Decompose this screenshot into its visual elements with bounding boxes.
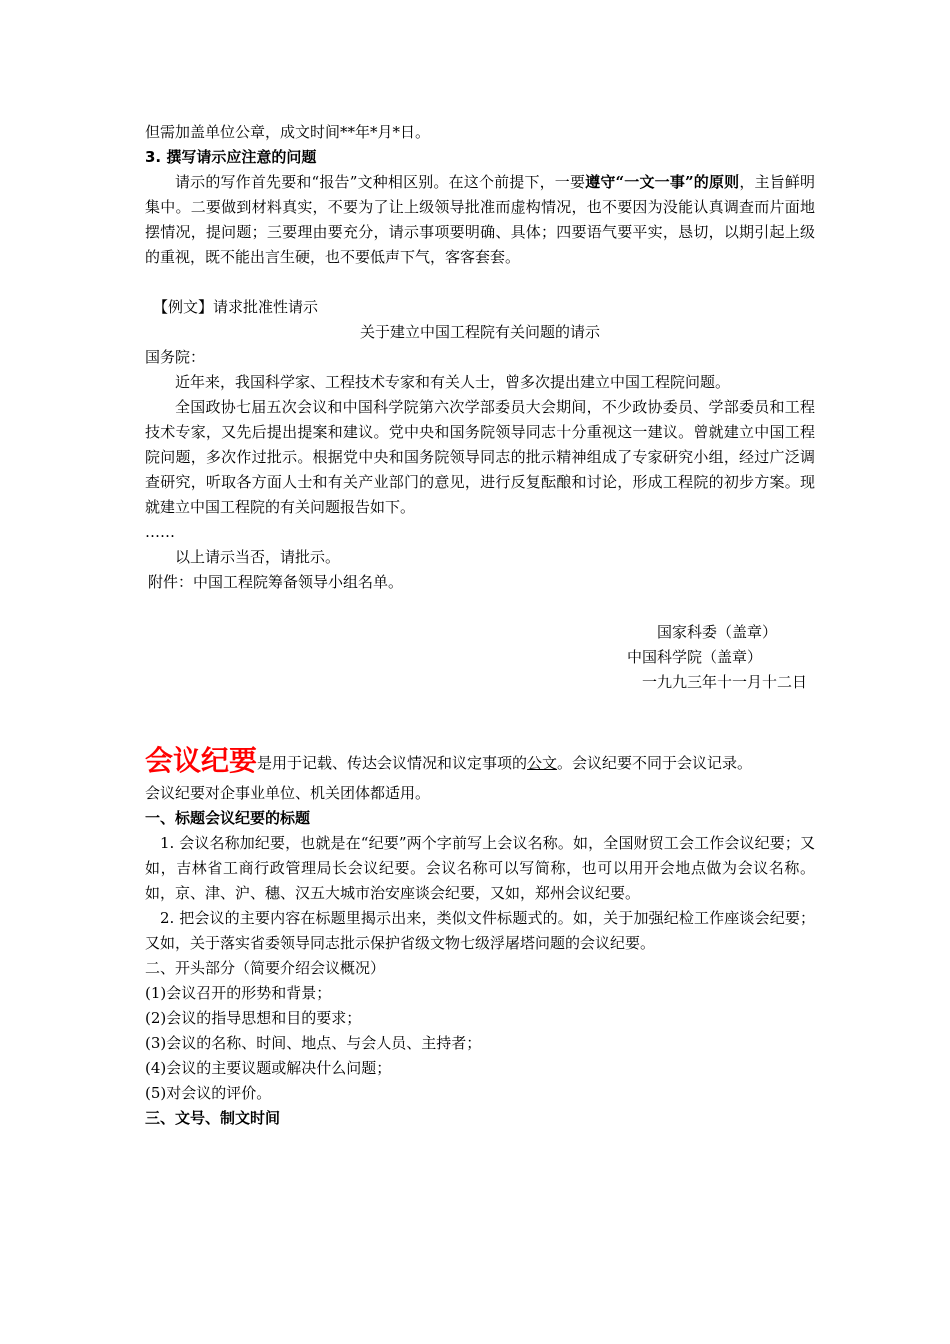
example-closing: 以上请示当否，请批示。 xyxy=(175,548,341,566)
example-ellipsis: …… xyxy=(145,523,175,541)
spacer xyxy=(145,270,815,295)
minutes-list-item: (5)对会议的评价。 xyxy=(145,1084,272,1102)
minutes-list-item: (2)会议的指导思想和目的要求； xyxy=(145,1009,362,1027)
minutes-heading-2: 二、开头部分（简要介绍会议概况） xyxy=(145,959,386,977)
minutes-list-item: (3)会议的名称、时间、地点、与会人员、主持者； xyxy=(145,1034,482,1052)
notes-bold-principle: 遵守“一文一事”的原则 xyxy=(585,173,740,191)
writing-notes-paragraph xyxy=(145,170,815,270)
minutes-heading-1: 一、标题会议纪要的标题 xyxy=(145,809,311,827)
minutes-list-item: (4)会议的主要议题或解决什么问题； xyxy=(145,1059,392,1077)
minutes-item-2: 2. 把会议的主要内容在标题里揭示出来，类似文件标题式的。如，关于加强纪检工作座谈会纪要；又如，关于落实省委领导同志批示保护省级文物七级浮屠塔问题的会议纪要。 xyxy=(145,909,815,952)
signature-state-commission: 国家科委（盖章） xyxy=(656,623,777,641)
notes-text-a: 请示的写作首先要和“报告”文种相区别。在这个前提下，一要 xyxy=(175,173,586,191)
example-label: 【例文】请求批准性请示 xyxy=(153,298,319,316)
example-paragraph-2: 全国政协七届五次会议和中国科学院第六次学部委员大会期间，不少政协委员、学部委员和工程技术专家，又先后提出提案和建议。党中央和国务院领导同志十分重视这一建议。曾就建立中国工程院问题，多次作过批示。根据党中央和国务院领导同志的批示精神组成了专家研究小组，经过广泛调查研究，听取各方面人士和有关产业部门的意见，进行反复酝酿和讨论，形成工程院的初步方案。现就建立中国工程院的有关问题报告如下。 xyxy=(145,398,815,516)
section-heading-3: 3. 撰写请示应注意的问题 xyxy=(145,148,317,166)
document-page xyxy=(145,120,815,1131)
minutes-big-title: 会议纪要 xyxy=(145,744,258,777)
signature-academy: 中国科学院（盖章） xyxy=(626,648,762,666)
example-addressee: 国务院： xyxy=(145,348,206,366)
notes-text-b: ，主旨鲜明集中。二要做到材料真实，不要为了让上级领导批准而虚构情况，也不要因为没能认真调查而片面地摆情况，提问题；三要理由要充分，请示事项要明确、具体；四要语气要平实，恳切，以期引起上级的重视，既不能出言生硬，也不要低声下气，客客套套。 xyxy=(145,173,815,266)
signature-date: 一九九三年十一月十二日 xyxy=(641,673,807,691)
minutes-heading-3: 三、文号、制文时间 xyxy=(145,1109,281,1127)
minutes-intro-text-a: 是用于记载、传达会议情况和议定事项的 xyxy=(257,754,528,772)
official-document-link[interactable]: 公文 xyxy=(527,754,558,772)
continuation-line: 但需加盖单位公章，成文时间**年*月*日。 xyxy=(145,123,431,141)
example-attachment: 附件：中国工程院筹备领导小组名单。 xyxy=(148,573,404,591)
minutes-intro-text-b: 。会议纪要不同于会议记录。 xyxy=(557,754,753,772)
minutes-intro-line xyxy=(145,743,815,781)
minutes-intro-line-2: 会议纪要对企事业单位、机关团体都适用。 xyxy=(145,784,431,802)
example-title: 关于建立中国工程院有关问题的请示 xyxy=(359,323,600,341)
minutes-item-1: 1. 会议名称加纪要，也就是在“纪要”两个字前写上会议名称。如，全国财贸工会工作会议纪要；又如，吉林省工商行政管理局长会议纪要。会议名称可以写简称，也可以用开会地点做为会议名称。如，京、津、沪、穗、汉五大城市治安座谈会纪要，又如，郑州会议纪要。 xyxy=(145,834,815,902)
example-paragraph-1: 近年来，我国科学家、工程技术专家和有关人士，曾多次提出建立中国工程院问题。 xyxy=(175,373,731,391)
minutes-list-item: (1)会议召开的形势和背景； xyxy=(145,984,332,1002)
spacer xyxy=(145,595,815,620)
